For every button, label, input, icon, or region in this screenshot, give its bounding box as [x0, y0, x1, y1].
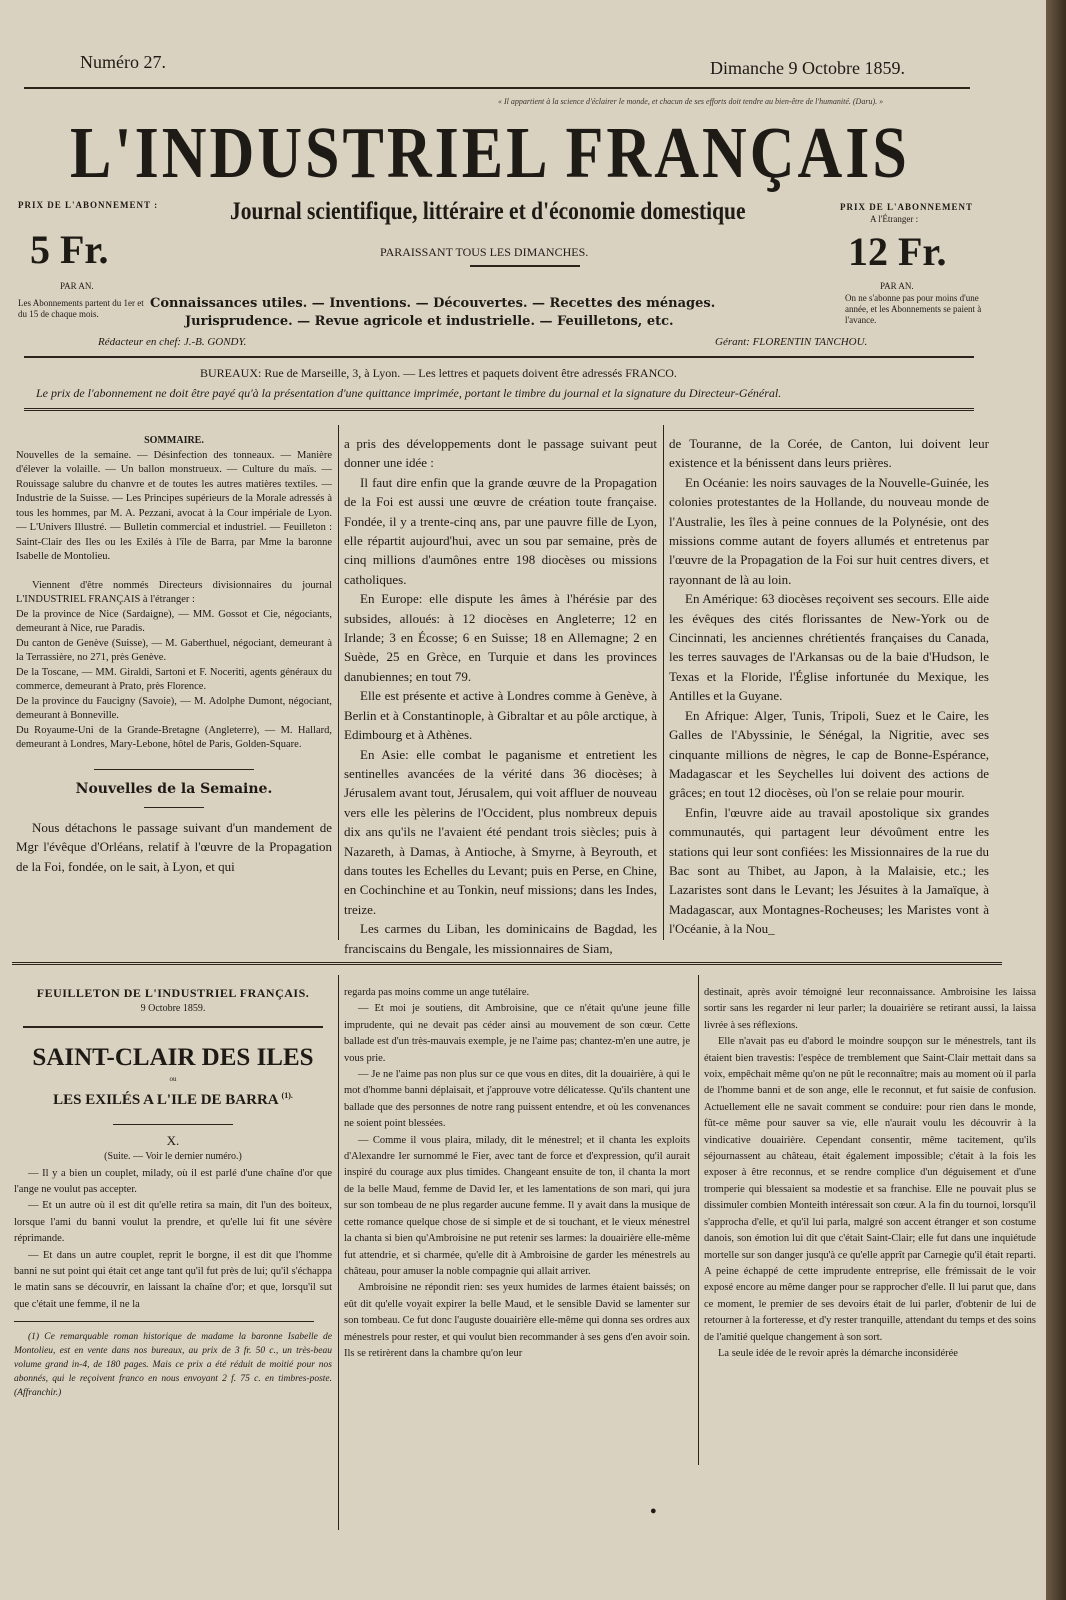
paragraph: — Il y a bien un couplet, milady, où il est parlé d'une chaîne d'or que l'ange ne voulut pas accepter.: [14, 1167, 332, 1196]
right-price-per: PAR AN.: [880, 281, 914, 291]
feuilleton-date: 9 Octobre 1859.: [140, 1003, 206, 1015]
sommaire-title: SOMMAIRE.: [144, 435, 204, 446]
directeur-item: Du canton de Genève (Suisse), — M. Gaberthuel, négociant, demeurant à la Terrassière, no 271, près Genève.: [16, 637, 332, 663]
right-price-note: On ne s'abonne pas pour moins d'une année, et les Abonnements se paient à l'avance.: [845, 293, 982, 325]
column-1: [16, 434, 332, 876]
directeur-item: Du Royaume-Uni de la Grande-Bretagne (Angleterre), — M. Hallard, demeurant à Londres, Mary-Lebone, hôtel de Paris, Golden-Square.: [16, 724, 332, 750]
left-price-per: PAR AN.: [60, 281, 94, 291]
column-3: [669, 434, 989, 939]
gerant: Gérant: FLORENTIN TANCHOU.: [715, 336, 868, 348]
parution: PARAISSANT TOUS LES DIMANCHES.: [380, 245, 589, 259]
paragraph: a pris des développements dont le passage suivant peut donner une idée :: [344, 436, 657, 471]
separator: [113, 1124, 233, 1125]
paragraph: — Je ne l'aime pas non plus sur ce que vous en dites, dit la douairière, à qui le mot d'homme banni déplaisait, et j'approuve votre délicatesse. Qu'ils chantent une ballade que des personnes de notre rang puissent entendre, et où les convenances ne soient point blessées.: [344, 1069, 690, 1130]
paragraph: Elle n'avait pas eu d'abord le moindre soupçon sur le ménestrels, tant ils étaient bien travestis: l'espèce de tremblement que Saint-Clair mettait dans sa voix, empêchait même qu'on ne pût le reconnaître; mais au moment où il parla de l'homme banni et de son ange, elle le reconnut, et fut saisie de confusion. Actuellement elle ne savait comment se conduire: pour rien dans le monde, fût-ce même pour sauver sa vie, elle n'aurait voulu les découvrir à la vindicative douairière. Cependant consentir, même tacitement, qu'ils séjournassent au château, était également impossible; c'était à la fois les exposer à être reconnus, et se rendre complice d'un déguisement et d'une tromperie qui blessaient sa modestie et sa franchise. Elle ne pouvait plus se dissimuler combien Monteith intéressait son cœur. A la fin du tournoi, lorsqu'il s'approcha d'elle, et qu'il lui parla, malgré son accent étranger et son costume danois, son émotion lui dit que c'était Saint-Clair; elle fut dans une inquiétude mortelle sur son danger jusqu'à ce qu'elle apprît par Carnegie qu'il était reparti. A peine échappé de cette imprudente entreprise, elle frémissait de le voir exposé encore au même danger pour se rapprocher d'elle. Il lui parut que, dans ce moment, le premier de ses devoirs était de lui parler, d'obtenir de lui de retourner à la forteresse, et d'y rester tranquille, attendant du temps et des soins de l'amitié quelque changement à son sort.: [704, 1036, 1036, 1343]
feuilleton-rule: [12, 962, 1002, 965]
right-price: 12 Fr.: [848, 229, 947, 274]
issue-date: Dimanche 9 Octobre 1859.: [710, 58, 905, 78]
column-rule-2: [663, 425, 664, 940]
separator: [144, 807, 204, 808]
page-ornament: ●: [650, 1505, 657, 1517]
feuilleton-column-1: [14, 985, 332, 1400]
column-2: [344, 434, 657, 958]
paragraph: En Asie: elle combat le paganisme et entretient les sentinelles avancées de la vérité dans 36 diocèses; à Jérusalem avant tout, Jérusalem, qui voit affluer de nouveau vers elle les pèlerins de l'Occident, plus nombreux depuis dix ans qu'ils ne l'avaient été pendant trois siècles; puis à Nazareth, à Damas, à Antioche, à Smyrne, à Beyrouth, et dans toutes les Echelles du Levant; puis en Perse, en Chine, en Cochinchine et au Tonkin, neuf missions; dans les Indes, treize.: [344, 746, 657, 917]
newspaper-title: L'INDUSTRIEL FRANÇAIS: [70, 113, 910, 194]
directeur-item: De la province du Faucigny (Savoie), — M. Adolphe Dumont, négociant, demeurant à Bonneville.: [16, 695, 332, 721]
paragraph: En Océanie: les noirs sauvages de la Nouvelle-Guinée, les colonies protestantes de la Hollande, du nouveau monde de l'Australie, les îles à peine connues de la Polynésie, ont des missions comme autant de foyers allumés et entretenus par l'œuvre de la Propagation de la Foi sur huit centres divers, et rayonnant de là au loin.: [669, 474, 989, 587]
paragraph: — Et un autre où il est dit qu'elle retira sa main, dit l'un des boiteux, lorsque l'ami du banni voulut la prendre, et qu'elle lui fit une sévère réprimande.: [14, 1200, 332, 1245]
paragraph: En Afrique: Alger, Tunis, Tripoli, Suez et le Caire, les Galles de l'Abyssinie, le Sénégal, la Nigritie, avec ses cinquante millions de nègres, le cap de Bonne-Espérance, Madagascar et les Seychelles lui doivent des actions de grâces; en tout 12 diocèses, où l'on se relaie pour mourir.: [669, 707, 989, 801]
nouvelles-text: Nous détachons le passage suivant d'un mandement de Mgr l'évêque d'Orléans, relatif à l'œuvre de la Propagation de la Foi, fondée, on le sait, à Lyon, et qui: [16, 819, 332, 874]
left-price-note: Les Abonnements partent du 1er et du 15 de chaque mois.: [18, 298, 144, 319]
masthead-rule: [24, 356, 974, 358]
separator: [94, 769, 254, 770]
feuilleton-column-rule-2: [698, 975, 699, 1465]
directeur-item: De la province de Nice (Sardaigne), — MM. Gossot et Cie, négociants, demeurant à Nice, rue Paradis.: [16, 608, 332, 634]
feuilleton-column-rule-1: [338, 975, 339, 1530]
bureaux-line: BUREAUX: Rue de Marseille, 3, à Lyon. — Les lettres et paquets doivent être adressés FRANCO.: [200, 366, 677, 380]
redacteur: Rédacteur en chef: J.-B. GONDY.: [98, 336, 247, 348]
nouvelles-title: Nouvelles de la Semaine.: [75, 780, 273, 797]
newspaper-subtitle: Journal scientifique, littéraire et d'économie domestique: [230, 198, 746, 225]
suite-note: (Suite. — Voir le dernier numéro.): [104, 1151, 242, 1163]
column-rule-1: [338, 425, 339, 940]
book-binding: [1046, 0, 1066, 1600]
paragraph: En Europe: elle dispute les âmes à l'hérésie par des subsides, alloués: à 12 diocèses en Angleterre; 12 en Irlande; 3 en Écosse; 6 en Suisse; 18 en Allemagne; 2 en Suède, 25 en Grèce, en Turquie et dans les provinces danubiennes; en tout 79.: [344, 591, 657, 684]
novel-subtitle-line: [14, 1084, 332, 1112]
sommaire-text: Nouvelles de la semaine. — Désinfection des tonneaux. — Manière d'élever la volaille. — Un ballon monstrueux. — Culture du maïs. — Rouissage salubre du chanvre et de toutes les autres matières textiles. — Industrie de la Suisse. — Les Principes supérieurs de la Morale adressés à tous les hommes, par M. A. Pezzani, avocat à la Cour impériale de Lyon. — L'Univers Illustré. — Bulletin commercial et industriel. — Feuilleton : Saint-Clair des Iles ou les Exilés à l'île de Barra, par Mme la baronne Isabelle de Montolieu.: [16, 449, 332, 562]
motto: « Il appartient à la science d'éclairer le monde, et chacun de ses efforts doit tendre au bien-être de l'humanité. (Daru). »: [498, 97, 884, 106]
paragraph: — Et dans un autre couplet, reprit le borgne, il est dit que l'homme banni ne sut point qui était cet ange tant qu'il fut près de lui; qu'il s'échappa le matin sans se découvrir, en laissant la chaîne d'or; et que, lorsqu'il sut que c'était une femme, il ne la: [14, 1249, 332, 1310]
rubrics-line-2: Jurisprudence. — Revue agricole et industrielle. — Feuilletons, etc.: [185, 314, 674, 329]
right-price-label2: A l'Étranger :: [870, 214, 919, 224]
chapter-number: X.: [166, 1132, 180, 1148]
paragraph: En Amérique: 63 diocèses reçoivent ses secours. Elle aide les évêques des cités florissantes de New-York ou de Cincinnati, les anciennes chrétientés françaises du Canada, les terres sauvages de l'Arkansas ou de la baie d'Hudson, le Texas et la Floride, l'Église infortunée du Mexique, les Antilles et la Guyane.: [669, 591, 989, 704]
directeur-item: De la Toscane, — MM. Giraldi, Sartoni et F. Noceriti, agents généraux du commerce, demeurant à Prato, près Florence.: [16, 666, 332, 692]
notice-rule: [24, 408, 974, 411]
paragraph: regarda pas moins comme un ange tutélaire.: [344, 987, 530, 998]
top-rule: [24, 87, 970, 89]
paragraph: destinait, après avoir témoigné leur reconnaissance. Ambroisine les laissa sortir sans les regarder ni leur parler; la douairière se retirant aussi, la laissa livrée à ses réflexions.: [704, 987, 1036, 1031]
paragraph: La seule idée de le revoir après la démarche inconsidérée: [718, 1347, 958, 1359]
ornament-rule: [470, 265, 580, 267]
issue-number: Numéro 27.: [80, 52, 166, 72]
paragraph: — Comme il vous plaira, milady, dit le ménestrel; et il chanta les exploits d'Alexandre Ier surnommé le Fier, avec tant de force et d'expression, qu'il aurait inspiré du courage aux plus timides. Changeant ensuite de ton, il chanta la mort de la belle Maud, femme de David Ier, et les lamentations de son mari, qui jura sur son tombeau de ne plus regarder aucune femme. Il y avait dans la musique de cette romance quelque chose de si simple et de si touchant, et le vieux ménestrel la chanta si bien qu'Ambroisine ne put retenir ses larmes: la douairière elle-même fut attendrie, et si charmée, qu'elle dit à Ambroisine de garder les ménestrels au château, pour amuser la noble compagnie qui allait arriver.: [344, 1134, 690, 1277]
feuilleton-column-2: [344, 985, 690, 1362]
feuilleton-column-3: [704, 985, 1036, 1362]
novel-subtitle: LES EXILÉS A L'ILE DE BARRA: [53, 1091, 278, 1108]
note-marker: (1).: [281, 1090, 293, 1100]
paragraph: Elle est présente et active à Londres comme à Genève, à Berlin et à Constantinople, à Gibraltar et au pôle arctique, à Edimbourg et à Athènes.: [344, 688, 657, 743]
left-price-label: PRIX DE L'ABONNEMENT :: [18, 200, 159, 210]
novel-title: SAINT-CLAIR DES ILES: [32, 1043, 314, 1071]
right-price-label: PRIX DE L'ABONNEMENT: [840, 202, 974, 212]
paragraph: de Touranne, de la Corée, de Canton, lui doivent leur existence et la bénissent dans leurs prières.: [669, 436, 989, 471]
paragraph: Enfin, l'œuvre aide au travail apostolique six grandes communautés, qui partagent leur dévoûment entre les stations qui leur sont confiées: les Missionnaires de la rue du Bac sont au Thibet, au Japon, à la Malaisie, etc.; les Lazaristes sont dans le Levant; les Jésuites à la Jamaïque, à Madagascar, aux Montagnes-Rocheuses; les Maristes vont à l'Océanie, à la Nou_: [669, 804, 989, 937]
novel-ou: ou: [169, 1074, 177, 1083]
paragraph: — Et moi je soutiens, dit Ambroisine, que ce n'était qu'une jeune fille imprudente, qui ne devait pas céder ainsi au mouvement de son cœur. Cette ballade est d'un très-mauvais exemple, je ne l'aime pas; chantez-m'en une autre, je vous prie.: [344, 1003, 690, 1064]
feuilleton-header: FEUILLETON DE L'INDUSTRIEL FRANÇAIS.: [36, 986, 310, 1000]
separator: [23, 1026, 323, 1028]
paragraph: Ambroisine ne répondit rien: ses yeux humides de larmes étaient baissés; on eût dit qu'elle voyait expirer la belle Maud, et le sensible David se lamenter sur son tombeau. Ce fut donc l'auguste douairière elle-même qui donna ses ordres aux ménestrels pour rester, et qui voulut bien recommander à ses gens d'en avoir soin. Ils se retirèrent dans la chambre qu'on leur: [344, 1282, 690, 1359]
paragraph: Les carmes du Liban, les dominicains de Bagdad, les franciscains du Bengale, les missionnaires de Siam,: [344, 921, 657, 956]
paragraph: Il faut dire enfin que la grande œuvre de la Propagation de la Foi est aussi une œuvre de création toute française. Fondée, il y a trente-cinq ans, par une pauvre fille de Lyon, elle répartit aujourd'hui, avec un sou par semaine, près de cinq millions d'aumônes entre 198 diocèses ou missions catholiques.: [344, 474, 657, 587]
directeurs-intro: Viennent d'être nommés Directeurs divisionnaires du journal L'INDUSTRIEL FRANÇAIS à l'étranger :: [16, 579, 332, 605]
rubrics-line-1: Connaissances utiles. — Inventions. — Découvertes. — Recettes des ménages.: [150, 296, 716, 311]
footnote-rule: [14, 1321, 314, 1322]
payment-notice: Le prix de l'abonnement ne doit être payé qu'à la présentation d'une quittance imprimée, portant le timbre du journal et la signature du Directeur-Général.: [36, 386, 782, 400]
footnote: (1) Ce remarquable roman historique de madame la baronne Isabelle de Montolieu, est en vente dans nos bureaux, au prix de 3 fr. 50 c., un très-beau volume grand in-4, de 180 pages. Mais ce prix a été réduit de moitié pour nos abonnés, qui le reçoivent franco en nous envoyant 2 f. 75 c. en timbres-poste. (Affranchir.): [14, 1332, 332, 1399]
left-price: 5 Fr.: [30, 227, 109, 272]
